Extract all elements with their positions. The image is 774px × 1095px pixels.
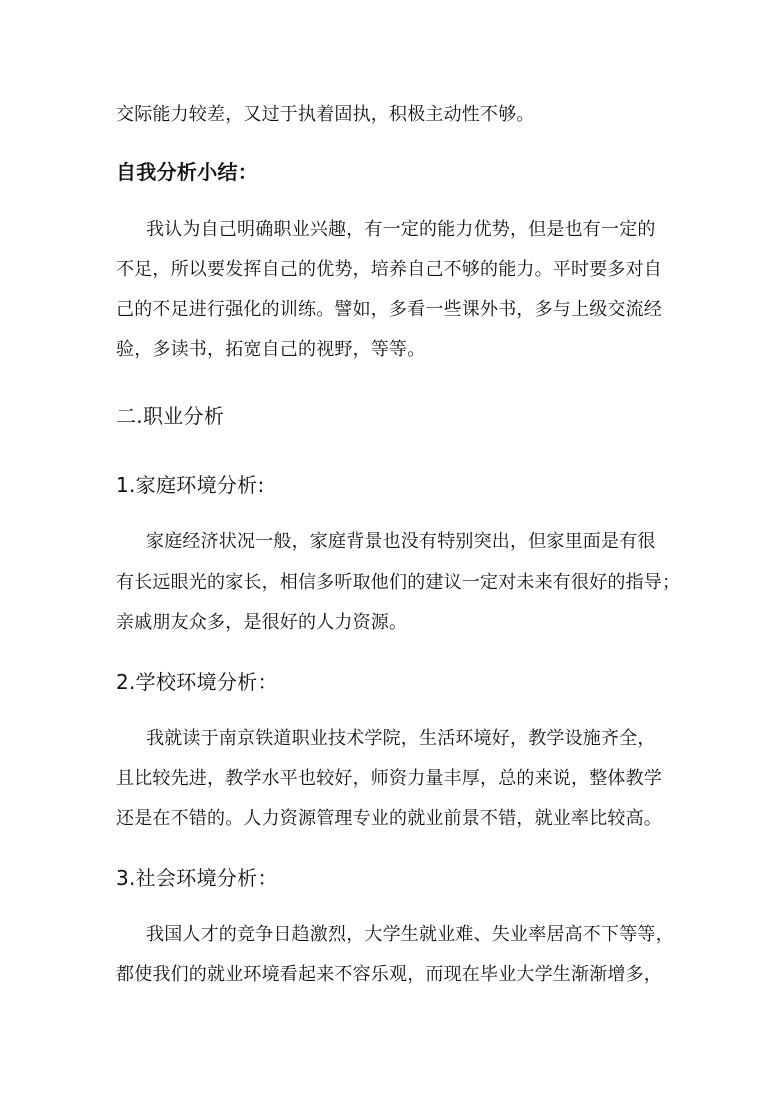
paragraph-line: 验，多读书，拓宽自己的视野，等等。 [116, 339, 426, 360]
paragraph-line: 都使我们的就业环境看起来不容乐观，而现在毕业大学生渐渐增多， [116, 964, 662, 985]
paragraph-line: 亲戚朋友众多，是很好的人力资源。 [116, 612, 408, 633]
paragraph-line: 家庭经济状况一般，家庭背景也没有特别突出，但家里面是有很 [146, 531, 656, 552]
paragraph-line: 我国人才的竞争日趋激烈，大学生就业难、失业率居高不下等等， [146, 924, 674, 945]
paragraph-line: 还是在不错的。人力资源管理专业的就业前景不错，就业率比较高。 [116, 808, 662, 829]
subsection-heading-family: 1.家庭环境分析: [116, 473, 265, 497]
section-heading-career-analysis: 二.职业分析 [116, 404, 225, 428]
paragraph-line: 有长远眼光的家长，相信多听取他们的建议一定对未来有很好的指导； [116, 572, 681, 593]
paragraph-line: 不足，所以要发挥自己的优势，培养自己不够的能力。平时要多对自 [116, 259, 662, 280]
paragraph-line: 且比较先进，教学水平也较好，师资力量丰厚，总的来说，整体教学 [116, 768, 662, 789]
paragraph-line: 我认为自己明确职业兴趣，有一定的能力优势，但是也有一定的 [146, 219, 656, 240]
paragraph-line: 交际能力较差，又过于执着固执，积极主动性不够。 [116, 104, 535, 125]
subsection-heading-school: 2.学校环境分析： [116, 670, 278, 694]
subsection-heading-society: 3.社会环境分析： [116, 866, 278, 890]
section-heading-self-analysis-summary: 自我分析小结： [116, 160, 259, 184]
paragraph-line: 我就读于南京铁道职业技术学院，生活环境好，教学设施齐全， [146, 728, 656, 749]
paragraph-line: 己的不足进行强化的训练。譬如，多看一些课外书，多与上级交流经 [116, 299, 662, 320]
